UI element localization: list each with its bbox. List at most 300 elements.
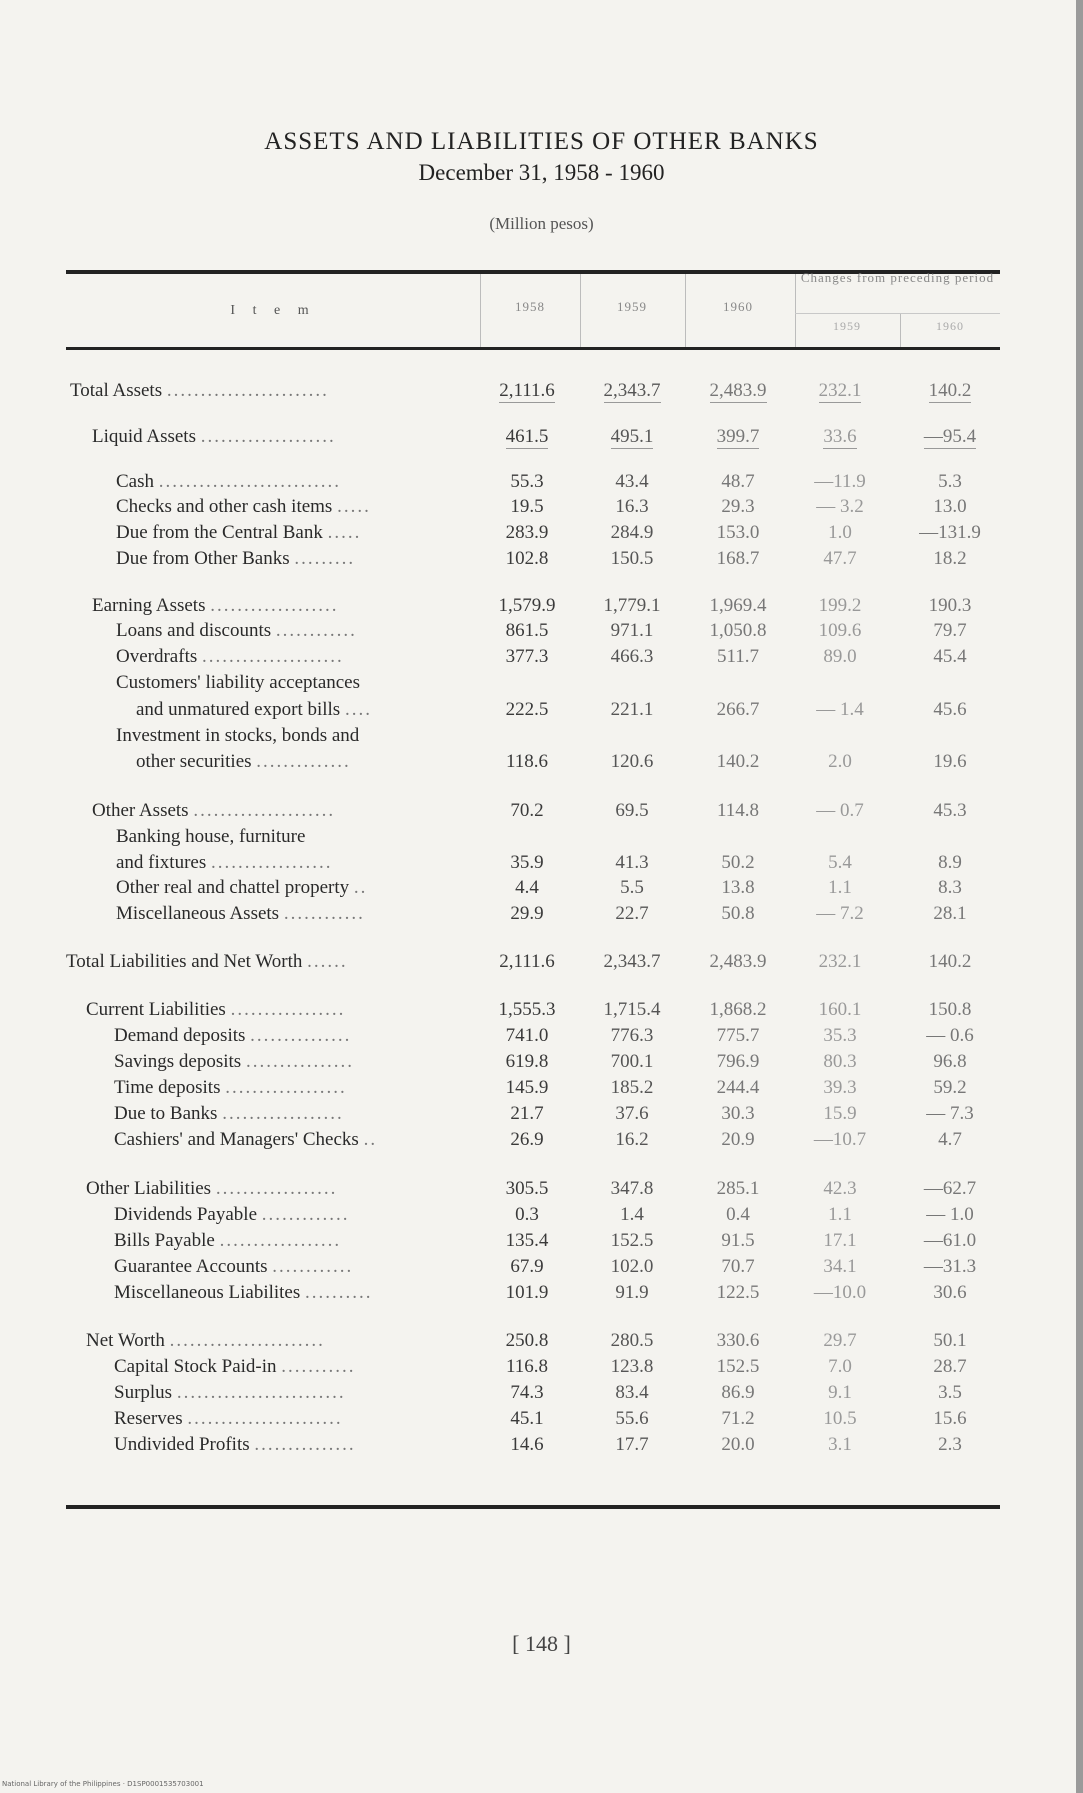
row-label-text: Miscellaneous Assets <box>116 903 280 924</box>
cell-value: — 1.0 <box>926 1204 974 1225</box>
row-label <box>86 1178 337 1200</box>
row-label-text: Undivided Profits <box>114 1434 250 1455</box>
cell-v1958 <box>477 620 577 642</box>
cell-value: 3.1 <box>828 1434 852 1455</box>
cell-v1958 <box>477 522 577 544</box>
row-label <box>136 699 372 721</box>
cell-value: 109.6 <box>818 620 862 641</box>
row-label <box>92 800 335 822</box>
cell-value: —62.7 <box>923 1178 977 1199</box>
row-label-text: Other real and chattel property <box>116 877 350 898</box>
cell-value: 118.6 <box>505 751 549 772</box>
cell-value: 43.4 <box>615 471 649 492</box>
row-label <box>92 595 338 617</box>
cell-value: 39.3 <box>823 1077 857 1098</box>
cell-value: 741.0 <box>505 1025 549 1046</box>
cell-v1960 <box>688 1230 788 1252</box>
cell-ch1960 <box>900 1204 1000 1226</box>
row-label-text: Due from Other Banks <box>116 548 290 569</box>
cell-ch1959 <box>790 800 890 822</box>
cell-value: 168.7 <box>716 548 760 569</box>
cell-value: 1.0 <box>828 522 852 543</box>
cell-ch1959 <box>790 699 890 721</box>
table-row <box>0 1330 1083 1356</box>
cell-value: 35.3 <box>823 1025 857 1046</box>
cell-value: 232.1 <box>818 951 862 972</box>
cell-v1958 <box>477 1256 577 1278</box>
cell-value: 50.1 <box>933 1330 967 1351</box>
cell-ch1959 <box>790 1256 890 1278</box>
leader-dots: ...... <box>307 951 348 972</box>
row-label-text: other securities <box>136 751 252 772</box>
cell-ch1959 <box>790 1077 890 1099</box>
cell-v1960 <box>688 1077 788 1099</box>
cell-ch1959 <box>790 951 890 973</box>
cell-v1959 <box>582 1178 682 1200</box>
cell-value: 135.4 <box>505 1230 549 1251</box>
cell-v1959 <box>582 1051 682 1073</box>
cell-value: 1,050.8 <box>709 620 767 641</box>
leader-dots: .................. <box>225 1077 347 1098</box>
cell-value: — 1.4 <box>816 699 864 720</box>
cell-value: 67.9 <box>510 1256 544 1277</box>
cell-v1959 <box>582 496 682 518</box>
leader-dots: ................. <box>230 999 346 1020</box>
cell-ch1959 <box>790 1129 890 1151</box>
cell-value: 1.4 <box>620 1204 644 1225</box>
leader-dots: ....................... <box>169 1330 325 1351</box>
cell-value: 71.2 <box>721 1408 755 1429</box>
cell-ch1959 <box>790 1204 890 1226</box>
cell-value: 0.4 <box>726 1204 750 1225</box>
cell-value: 461.5 <box>505 426 549 447</box>
row-label <box>114 1408 343 1430</box>
imprint: National Library of the Philippines · D1SP0001535703001 <box>2 1780 204 1788</box>
cell-value: 776.3 <box>610 1025 654 1046</box>
cell-v1959 <box>582 471 682 493</box>
cell-v1960 <box>688 903 788 925</box>
table-row <box>0 903 1083 929</box>
table-row <box>0 1434 1083 1460</box>
cell-v1959 <box>582 548 682 570</box>
row-label <box>116 496 371 518</box>
cell-value: 50.8 <box>721 903 755 924</box>
row-label-text: Due to Banks <box>114 1103 218 1124</box>
table-row <box>0 800 1083 826</box>
cell-value: 190.3 <box>928 595 972 616</box>
cell-value: 280.5 <box>610 1330 654 1351</box>
cell-v1958 <box>477 496 577 518</box>
row-label-text: Time deposits <box>114 1077 221 1098</box>
cell-v1958 <box>477 903 577 925</box>
cell-v1959 <box>582 595 682 617</box>
cell-value: 15.6 <box>933 1408 967 1429</box>
cell-value: 140.2 <box>928 380 972 401</box>
cell-value: 55.6 <box>615 1408 649 1429</box>
cell-ch1960 <box>900 646 1000 668</box>
table-row <box>0 620 1083 646</box>
cell-v1959 <box>582 1230 682 1252</box>
cell-value: 232.1 <box>818 380 862 401</box>
cell-value: 70.7 <box>721 1256 755 1277</box>
cell-value: 140.2 <box>928 951 972 972</box>
row-label-text: Total Assets <box>70 380 163 401</box>
cell-v1960 <box>688 426 788 448</box>
cell-value: 495.1 <box>610 426 654 447</box>
cell-ch1959 <box>790 999 890 1021</box>
cell-ch1959 <box>790 471 890 493</box>
cell-value: — 3.2 <box>816 496 864 517</box>
cell-value: —31.3 <box>923 1256 977 1277</box>
cell-ch1960 <box>900 595 1000 617</box>
leader-dots: .. <box>353 877 368 898</box>
table-row <box>0 999 1083 1025</box>
cell-ch1960 <box>900 877 1000 899</box>
row-label-text: Savings deposits <box>114 1051 242 1072</box>
row-label <box>116 877 367 899</box>
row-label-text: Customers' liability acceptances <box>116 672 361 693</box>
row-label-text: Checks and other cash items <box>116 496 333 517</box>
cell-value: 116.8 <box>505 1356 549 1377</box>
leader-dots: ....................... <box>187 1408 343 1429</box>
cell-value: 55.3 <box>510 471 544 492</box>
cell-value: 1,555.3 <box>498 999 556 1020</box>
cell-v1958 <box>477 1103 577 1125</box>
cell-value: 5.5 <box>620 877 644 898</box>
cell-value: 30.6 <box>933 1282 967 1303</box>
leader-dots: ............... <box>250 1025 352 1046</box>
cell-ch1959 <box>790 1330 890 1352</box>
leader-dots: ......................... <box>176 1382 346 1403</box>
column-divider <box>685 274 686 347</box>
cell-value: 34.1 <box>823 1256 857 1277</box>
cell-ch1959 <box>790 751 890 773</box>
cell-ch1959 <box>790 1434 890 1456</box>
cell-value: 2.0 <box>828 751 852 772</box>
cell-value: 4.7 <box>938 1129 962 1150</box>
table-row <box>0 1282 1083 1308</box>
table-row <box>0 951 1083 977</box>
cell-value: 28.7 <box>933 1356 967 1377</box>
cell-value: 59.2 <box>933 1077 967 1098</box>
cell-value: 9.1 <box>828 1382 852 1403</box>
cell-value: 7.0 <box>828 1356 852 1377</box>
cell-v1958 <box>477 471 577 493</box>
cell-v1959 <box>582 646 682 668</box>
cell-value: 74.3 <box>510 1382 544 1403</box>
cell-v1959 <box>582 1356 682 1378</box>
cell-v1958 <box>477 1282 577 1304</box>
cell-value: 140.2 <box>716 751 760 772</box>
cell-value: 21.7 <box>510 1103 544 1124</box>
cell-v1960 <box>688 1330 788 1352</box>
cell-v1959 <box>582 1434 682 1456</box>
cell-v1959 <box>582 1382 682 1404</box>
table-row <box>0 496 1083 522</box>
cell-v1960 <box>688 877 788 899</box>
cell-ch1960 <box>900 522 1000 544</box>
cell-ch1960 <box>900 1103 1000 1125</box>
cell-v1959 <box>582 1204 682 1226</box>
cell-value: 45.4 <box>933 646 967 667</box>
cell-ch1959 <box>790 595 890 617</box>
cell-ch1960 <box>900 1051 1000 1073</box>
cell-value: 120.6 <box>610 751 654 772</box>
cell-value: 16.2 <box>615 1129 649 1150</box>
cell-ch1959 <box>790 1103 890 1125</box>
table-row <box>0 1051 1083 1077</box>
cell-value: 347.8 <box>610 1178 654 1199</box>
cell-value: 30.3 <box>721 1103 755 1124</box>
table-row <box>0 877 1083 903</box>
row-label <box>86 999 345 1021</box>
leader-dots: ..... <box>337 496 371 517</box>
row-label <box>114 1282 373 1304</box>
row-label-text: and fixtures <box>116 852 207 873</box>
cell-v1958 <box>477 800 577 822</box>
cell-value: 16.3 <box>615 496 649 517</box>
table-row <box>0 1178 1083 1204</box>
cell-value: 244.4 <box>716 1077 760 1098</box>
cell-value: 0.3 <box>515 1204 539 1225</box>
cell-value: 1,868.2 <box>709 999 767 1020</box>
cell-ch1959 <box>790 1382 890 1404</box>
cell-ch1959 <box>790 380 890 402</box>
row-label <box>114 1051 354 1073</box>
row-label <box>136 751 351 773</box>
cell-value: — 0.7 <box>816 800 864 821</box>
cell-v1960 <box>688 1129 788 1151</box>
cell-ch1959 <box>790 548 890 570</box>
cell-ch1959 <box>790 1356 890 1378</box>
row-label-text: Banking house, furniture <box>116 826 306 847</box>
header-sub-rule <box>795 313 1000 314</box>
cell-value: 4.4 <box>515 877 539 898</box>
cell-v1958 <box>477 1408 577 1430</box>
cell-v1958 <box>477 595 577 617</box>
cell-value: 185.2 <box>610 1077 654 1098</box>
row-label <box>116 548 355 570</box>
cell-ch1959 <box>790 877 890 899</box>
cell-v1959 <box>582 1408 682 1430</box>
cell-v1958 <box>477 646 577 668</box>
cell-value: 305.5 <box>505 1178 549 1199</box>
cell-v1959 <box>582 852 682 874</box>
page-number: [ 148 ] <box>512 1631 571 1656</box>
cell-value: 150.8 <box>928 999 972 1020</box>
cell-value: 28.1 <box>933 903 967 924</box>
cell-v1960 <box>688 1382 788 1404</box>
row-label-text: Surplus <box>114 1382 173 1403</box>
cell-v1960 <box>688 1282 788 1304</box>
cell-v1959 <box>582 999 682 1021</box>
cell-value: 102.0 <box>610 1256 654 1277</box>
cell-value: — 7.3 <box>926 1103 974 1124</box>
cell-value: 1,579.9 <box>498 595 556 616</box>
row-label-text: Current Liabilities <box>86 999 226 1020</box>
cell-v1959 <box>582 1077 682 1099</box>
cell-ch1959 <box>790 496 890 518</box>
leader-dots: .......... <box>305 1282 373 1303</box>
cell-value: 775.7 <box>716 1025 760 1046</box>
cell-value: 796.9 <box>716 1051 760 1072</box>
table-row <box>0 672 1083 698</box>
cell-ch1959 <box>790 852 890 874</box>
table-row <box>0 1204 1083 1230</box>
row-label <box>66 951 348 973</box>
cell-value: 22.7 <box>615 903 649 924</box>
cell-value: 69.5 <box>615 800 649 821</box>
cell-ch1960 <box>900 471 1000 493</box>
cell-value: 221.1 <box>610 699 654 720</box>
cell-v1958 <box>477 999 577 1021</box>
cell-v1958 <box>477 1178 577 1200</box>
row-label-text: Overdrafts <box>116 646 198 667</box>
cell-v1958 <box>477 426 577 448</box>
row-label-text: Bills Payable <box>114 1230 215 1251</box>
cell-v1958 <box>477 1204 577 1226</box>
cell-v1958 <box>477 1434 577 1456</box>
row-label <box>70 380 329 402</box>
cell-value: —61.0 <box>923 1230 977 1251</box>
cell-value: 47.7 <box>823 548 857 569</box>
table-row <box>0 1382 1083 1408</box>
leader-dots: .................. <box>222 1103 344 1124</box>
cell-v1959 <box>582 877 682 899</box>
cell-value: 250.8 <box>505 1330 549 1351</box>
cell-value: 1,779.1 <box>603 595 661 616</box>
row-label-text: Loans and discounts <box>116 620 272 641</box>
row-label <box>92 426 336 448</box>
cell-ch1959 <box>790 1230 890 1252</box>
row-label <box>116 620 357 642</box>
cell-ch1960 <box>900 1178 1000 1200</box>
cell-ch1960 <box>900 903 1000 925</box>
cell-value: 10.5 <box>823 1408 857 1429</box>
cell-value: 285.1 <box>716 1178 760 1199</box>
cell-ch1959 <box>790 646 890 668</box>
cell-ch1960 <box>900 1129 1000 1151</box>
cell-value: 123.8 <box>610 1356 654 1377</box>
cell-value: 80.3 <box>823 1051 857 1072</box>
table-row <box>0 826 1083 852</box>
cell-ch1960 <box>900 380 1000 402</box>
cell-ch1960 <box>900 1356 1000 1378</box>
leader-dots: ..................... <box>193 800 336 821</box>
cell-v1958 <box>477 1025 577 1047</box>
row-label <box>114 1434 356 1456</box>
cell-value: 29.7 <box>823 1330 857 1351</box>
cell-value: 2,111.6 <box>499 380 555 401</box>
leader-dots: ................ <box>245 1051 354 1072</box>
header-change-1960: 1960 <box>936 319 964 333</box>
header-change-1959: 1959 <box>833 319 861 333</box>
cell-value: 2,111.6 <box>499 951 555 972</box>
row-label-text: Cash <box>116 471 154 492</box>
cell-v1959 <box>582 1330 682 1352</box>
row-label-text: Cashiers' and Managers' Checks <box>114 1129 359 1150</box>
cell-ch1960 <box>900 1025 1000 1047</box>
row-label-text: Demand deposits <box>114 1025 246 1046</box>
cell-value: 2,483.9 <box>709 380 767 401</box>
table-row <box>0 646 1083 672</box>
cell-value: —95.4 <box>923 426 977 447</box>
cell-value: 619.8 <box>505 1051 549 1072</box>
cell-value: 150.5 <box>610 548 654 569</box>
cell-v1959 <box>582 1282 682 1304</box>
cell-value: 266.7 <box>716 699 760 720</box>
row-label <box>116 826 305 848</box>
leader-dots: .. <box>363 1129 378 1150</box>
leader-dots: ................... <box>210 595 339 616</box>
table-row <box>0 725 1083 751</box>
cell-value: 3.5 <box>938 1382 962 1403</box>
row-label-text: Miscellaneous Liabilites <box>114 1282 301 1303</box>
cell-value: 26.9 <box>510 1129 544 1150</box>
cell-v1959 <box>582 903 682 925</box>
cell-ch1960 <box>900 496 1000 518</box>
cell-ch1959 <box>790 1051 890 1073</box>
table-row <box>0 751 1083 777</box>
page-edge <box>1076 0 1083 1793</box>
row-label-text: Reserves <box>114 1408 183 1429</box>
cell-value: —131.9 <box>919 522 981 543</box>
row-label-text: Other Assets <box>92 800 189 821</box>
cell-value: 42.3 <box>823 1178 857 1199</box>
cell-value: 1.1 <box>828 1204 852 1225</box>
cell-value: 79.7 <box>933 620 967 641</box>
cell-ch1959 <box>790 1282 890 1304</box>
cell-value: 971.1 <box>610 620 654 641</box>
table-header-rule <box>66 347 1000 350</box>
cell-value: 283.9 <box>505 522 549 543</box>
cell-value: 861.5 <box>505 620 549 641</box>
leader-dots: .................. <box>219 1230 342 1251</box>
cell-v1959 <box>582 1256 682 1278</box>
table-row <box>0 1025 1083 1051</box>
cell-v1960 <box>688 800 788 822</box>
units-note: (Million pesos) <box>489 214 594 233</box>
cell-v1960 <box>688 496 788 518</box>
cell-value: 89.0 <box>823 646 857 667</box>
header-1960: 1960 <box>723 299 753 314</box>
cell-value: 160.1 <box>818 999 862 1020</box>
cell-value: 377.3 <box>505 646 549 667</box>
cell-ch1959 <box>790 426 890 448</box>
cell-value: 2,343.7 <box>603 380 661 401</box>
leader-dots: .............. <box>256 751 351 772</box>
cell-value: 1.1 <box>828 877 852 898</box>
cell-value: — 7.2 <box>816 903 864 924</box>
cell-v1959 <box>582 620 682 642</box>
leader-dots: ............... <box>254 1434 356 1455</box>
table-row <box>0 1230 1083 1256</box>
cell-value: 199.2 <box>818 595 862 616</box>
row-label-text: Net Worth <box>86 1330 165 1351</box>
header-1958: 1958 <box>515 299 545 314</box>
cell-ch1959 <box>790 903 890 925</box>
cell-v1960 <box>688 548 788 570</box>
cell-value: 8.9 <box>938 852 962 873</box>
row-label <box>116 852 332 874</box>
row-label <box>114 1103 344 1125</box>
cell-value: 18.2 <box>933 548 967 569</box>
cell-value: 70.2 <box>510 800 544 821</box>
cell-value: 33.6 <box>823 426 857 447</box>
cell-v1958 <box>477 699 577 721</box>
cell-ch1960 <box>900 699 1000 721</box>
cell-v1960 <box>688 999 788 1021</box>
